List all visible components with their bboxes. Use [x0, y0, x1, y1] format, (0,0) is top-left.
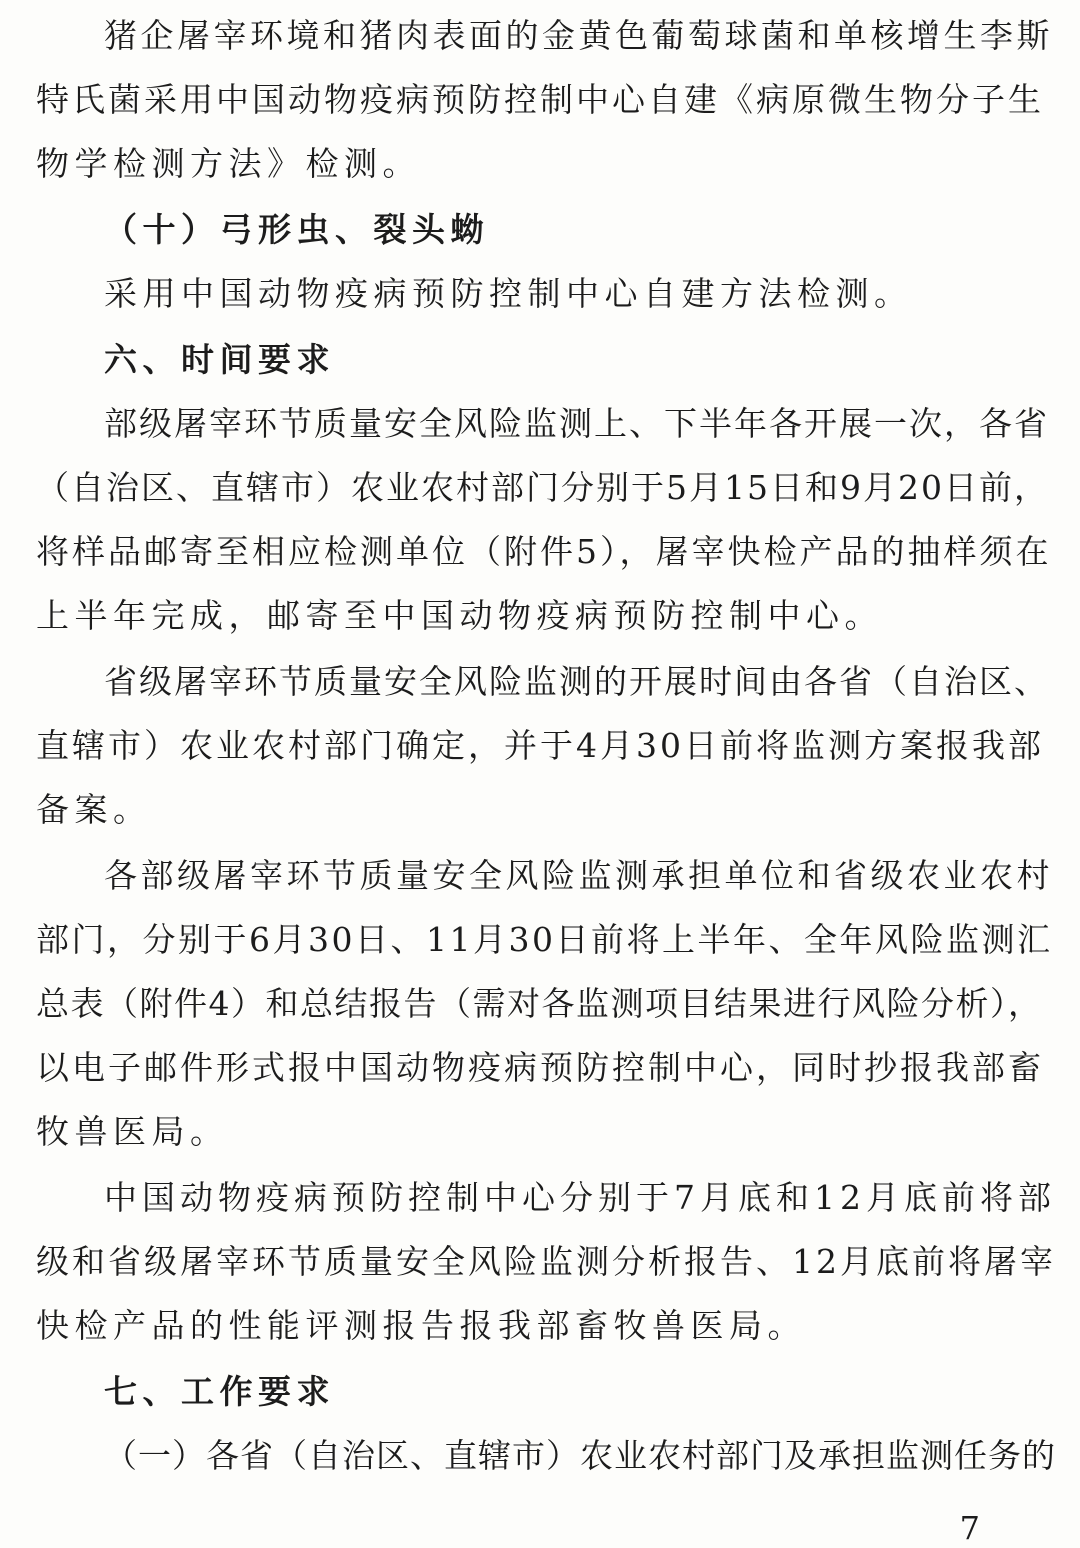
body-line: （自治区、直辖市）农业农村部门分别于5月15日和9月20日前， [36, 468, 1049, 507]
body-line: 牧兽医局。 [36, 1112, 229, 1151]
body-line: （一）各省（自治区、直辖市）农业农村部门及承担监测任务的 [104, 1436, 1056, 1475]
section-heading: 七、工作要求 [104, 1372, 335, 1411]
body-line: 总表（附件4）和总结报告（需对各监测项目结果进行风险分析）， [36, 984, 1043, 1023]
body-line: 级和省级屠宰环节质量安全风险监测分析报告、12月底前将屠宰 [36, 1242, 1056, 1281]
body-line: 以电子邮件形式报中国动物疫病预防控制中心，同时抄报我部畜 [36, 1048, 1044, 1087]
body-line: 部级屠宰环节质量安全风险监测上、下半年各开展一次，各省 [104, 404, 1049, 443]
body-line: 中国动物疫病预防控制中心分别于7月底和12月底前将部 [104, 1178, 1056, 1217]
body-line: 特氏菌采用中国动物疫病预防控制中心自建《病原微生物分子生 [36, 80, 1044, 119]
body-line: 猪企屠宰环境和猪肉表面的金黄色葡萄球菌和单核增生李斯 [104, 16, 1053, 55]
body-line: 将样品邮寄至相应检测单位（附件5），屠宰快检产品的抽样须在 [36, 532, 1052, 571]
body-line: 备案。 [36, 790, 152, 829]
body-line: 采用中国动物疫病预防控制中心自建方法检测。 [104, 274, 913, 313]
body-line: 上半年完成，邮寄至中国动物疫病预防控制中心。 [36, 596, 883, 635]
body-line: 省级屠宰环节质量安全风险监测的开展时间由各省（自治区、 [104, 662, 1049, 701]
body-line: 快检产品的性能评测报告报我部畜牧兽医局。 [36, 1306, 806, 1345]
body-line: 直辖市）农业农村部门确定，并于4月30日前将监测方案报我部 [36, 726, 1044, 765]
section-heading: 六、时间要求 [104, 340, 335, 379]
body-line: 物学检测方法》检测。 [36, 144, 421, 183]
body-line: 部门，分别于6月30日、11月30日前将上半年、全年风险监测汇 [36, 920, 1053, 959]
subsection-heading: （十）弓形虫、裂头蚴 [104, 210, 489, 249]
page-number: 7 [959, 1509, 980, 1547]
body-line: 各部级屠宰环节质量安全风险监测承担单位和省级农业农村 [104, 856, 1053, 895]
